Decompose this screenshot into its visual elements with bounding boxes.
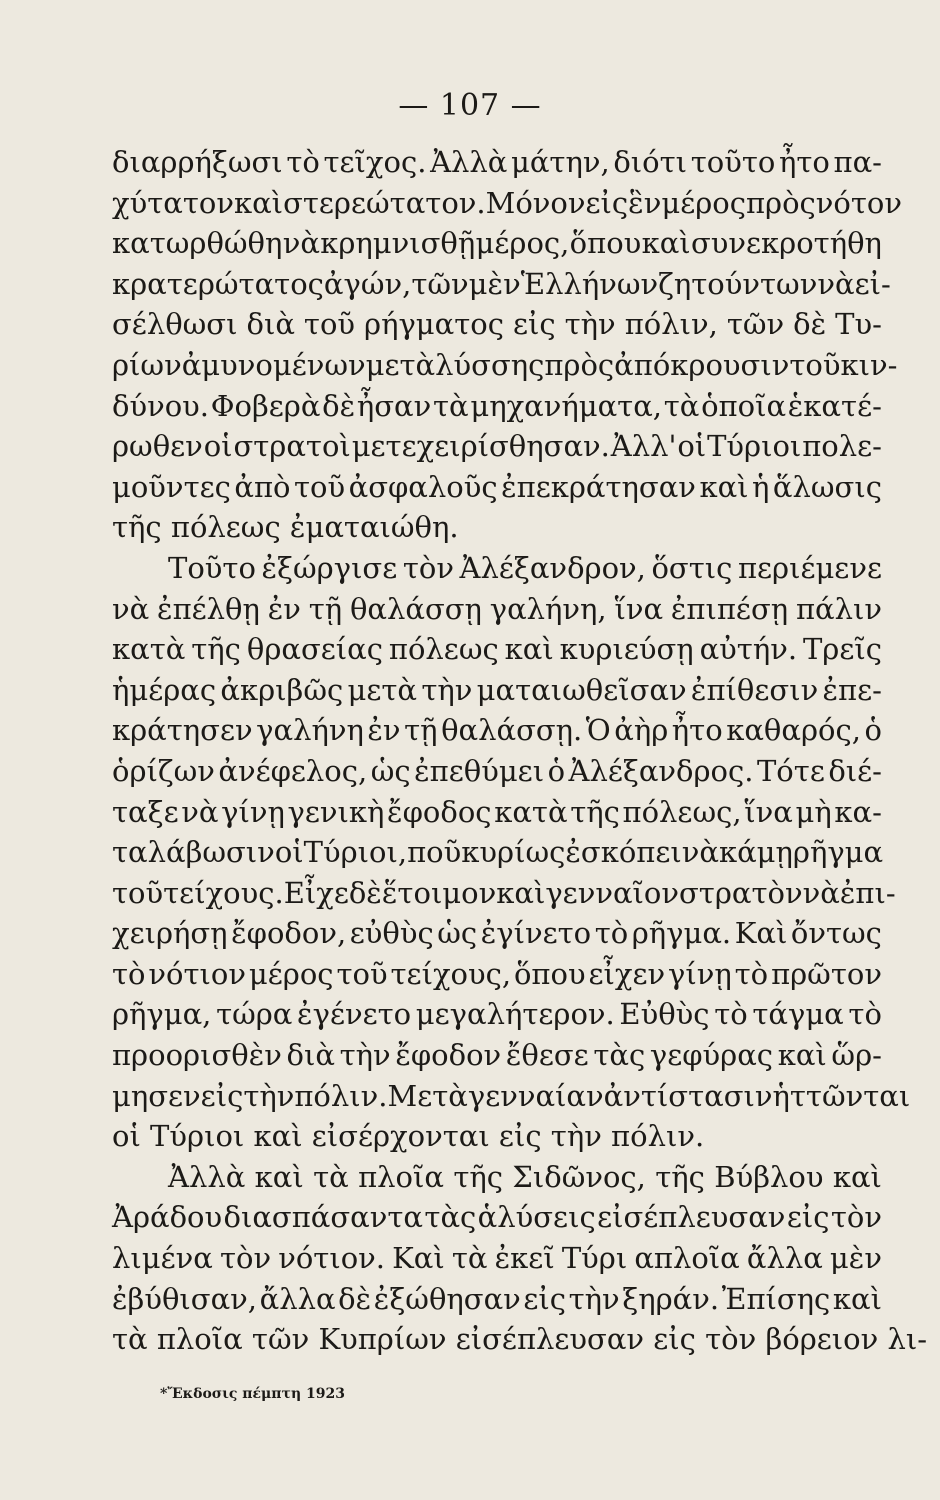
text-line: τὰ πλοῖα τῶν Κυπρίων εἰσέπλευσαν εἰς τὸν βόρειον λι-: [112, 1322, 927, 1357]
text-line: ταλάβωσιν οἱ Τύριοι, ποῦ κυρίως ἐσκόπει νὰ κάμῃ ρῆγμα: [112, 835, 884, 870]
text-line: μησεν εἰς τὴν πόλιν. Μετὰ γενναίαν ἀντίστασιν ἡττῶνται: [112, 1078, 911, 1113]
text-line: σέλθωσι διὰ τοῦ ρήγματος εἰς τὴν πόλιν, τῶν δὲ Τυ-: [112, 307, 882, 342]
text-line: χειρήσῃ ἔφοδον, εὐθὺς ὡς ἐγίνετο τὸ ρῆγμα. Καὶ ὄντως: [112, 916, 882, 951]
text-line: κατὰ τῆς θρασείας πόλεως καὶ κυριεύσῃ αὐτήν. Τρεῖς: [112, 632, 882, 667]
text-line: μοῦντες ἀπὸ τοῦ ἀσφαλοῦς ἐπεκράτησαν καὶ ἡ ἅλωσις: [112, 469, 882, 504]
page-number: — 107 —: [398, 88, 542, 123]
text-line: Τοῦτο ἐξώργισε τὸν Ἀλέξανδρον, ὅστις περιέμενε: [168, 550, 882, 585]
body-text: [112, 142, 927, 1360]
text-line: λιμένα τὸν νότιον. Καὶ τὰ ἐκεῖ Τύρι απλοῖα ἄλλα μὲν: [112, 1241, 882, 1276]
text-line: ἡμέρας ἀκριβῶς μετὰ τὴν ματαιωθεῖσαν ἐπίθεσιν ἐπε-: [112, 672, 882, 707]
text-line: Ἀράδου διασπάσαντα τὰς ἁλύσεις εἰσέπλευσαν εἰς τὸν: [112, 1200, 882, 1235]
edition-footnote: *Ἔκδοσις πέμπτη 1923: [160, 1386, 345, 1402]
text-line: ὁρίζων ἀνέφελος, ὡς ἐπεθύμει ὁ Ἀλέξανδρος. Τότε διέ-: [112, 753, 882, 788]
text-line: προορισθὲν διὰ τὴν ἔφοδον ἔθεσε τὰς γεφύρας καὶ ὥρ-: [112, 1038, 882, 1073]
text-line: ταξε νὰ γίνῃ γενικὴ ἔφοδος κατὰ τῆς πόλεως, ἵνα μὴ κα-: [112, 794, 882, 829]
text-line: τῆς πόλεως ἐματαιώθη.: [112, 510, 459, 545]
text-line: δύνου. Φοβερὰ δὲ ἦσαν τὰ μηχανήματα, τὰ ὁποῖα ἑκατέ-: [112, 388, 882, 423]
text-line: κρατερώτατος ἀγών, τῶν μὲν Ἑλλήνων ζητούντων νὰ εἰ-: [112, 266, 891, 301]
text-line: ρῆγμα, τώρα ἐγένετο μεγαλήτερον. Εὐθὺς τὸ τάγμα τὸ: [112, 997, 882, 1032]
text-line: ρίων ἀμυνομένων μετὰ λύσσης πρὸς ἀπόκρουσιν τοῦ κιν-: [112, 347, 898, 382]
text-line: διαρρήξωσι τὸ τεῖχος. Ἀλλὰ μάτην, διότι τοῦτο ἦτο πα-: [112, 145, 882, 179]
text-line: τὸ νότιον μέρος τοῦ τείχους, ὅπου εἶχεν γίνῃ τὸ πρῶτον: [112, 956, 882, 991]
text-line: τοῦ τείχους. Εἶχε δὲ ἕτοιμον καὶ γενναῖον στρατὸν νὰ ἐπι-: [112, 875, 896, 910]
text-line: νὰ ἐπέλθῃ ἐν τῇ θαλάσσῃ γαλήνη, ἵνα ἐπιπέσῃ πάλιν: [112, 591, 882, 626]
text-line: οἱ Τύριοι καὶ εἰσέρχονται εἰς τὴν πόλιν.: [112, 1119, 705, 1154]
text-line: Ἀλλὰ καὶ τὰ πλοῖα τῆς Σιδῶνος, τῆς Βύβλου καὶ: [168, 1159, 882, 1194]
text-line: κράτησεν γαλήνη ἐν τῇ θαλάσσῃ. Ὁ ἀὴρ ἦτο καθαρός, ὁ: [112, 713, 882, 748]
text-line: χύτατον καὶ στερεώτατον. Μόνον εἰς ἓν μέρος πρὸς νότον: [112, 185, 903, 220]
text-line: ἐβύθισαν, ἄλλα δὲ ἐξώθησαν εἰς τὴν ξηράν. Ἐπίσης καὶ: [112, 1281, 882, 1316]
text-line: ρωθεν οἱ στρατοὶ μετεχειρίσθησαν. Ἀλλ' οἱ Τύριοι πολε-: [112, 429, 882, 464]
text-line: κατωρθώθη νὰ κρημνισθῇ μέρος, ὅπου καὶ συνεκροτήθη: [112, 226, 882, 261]
